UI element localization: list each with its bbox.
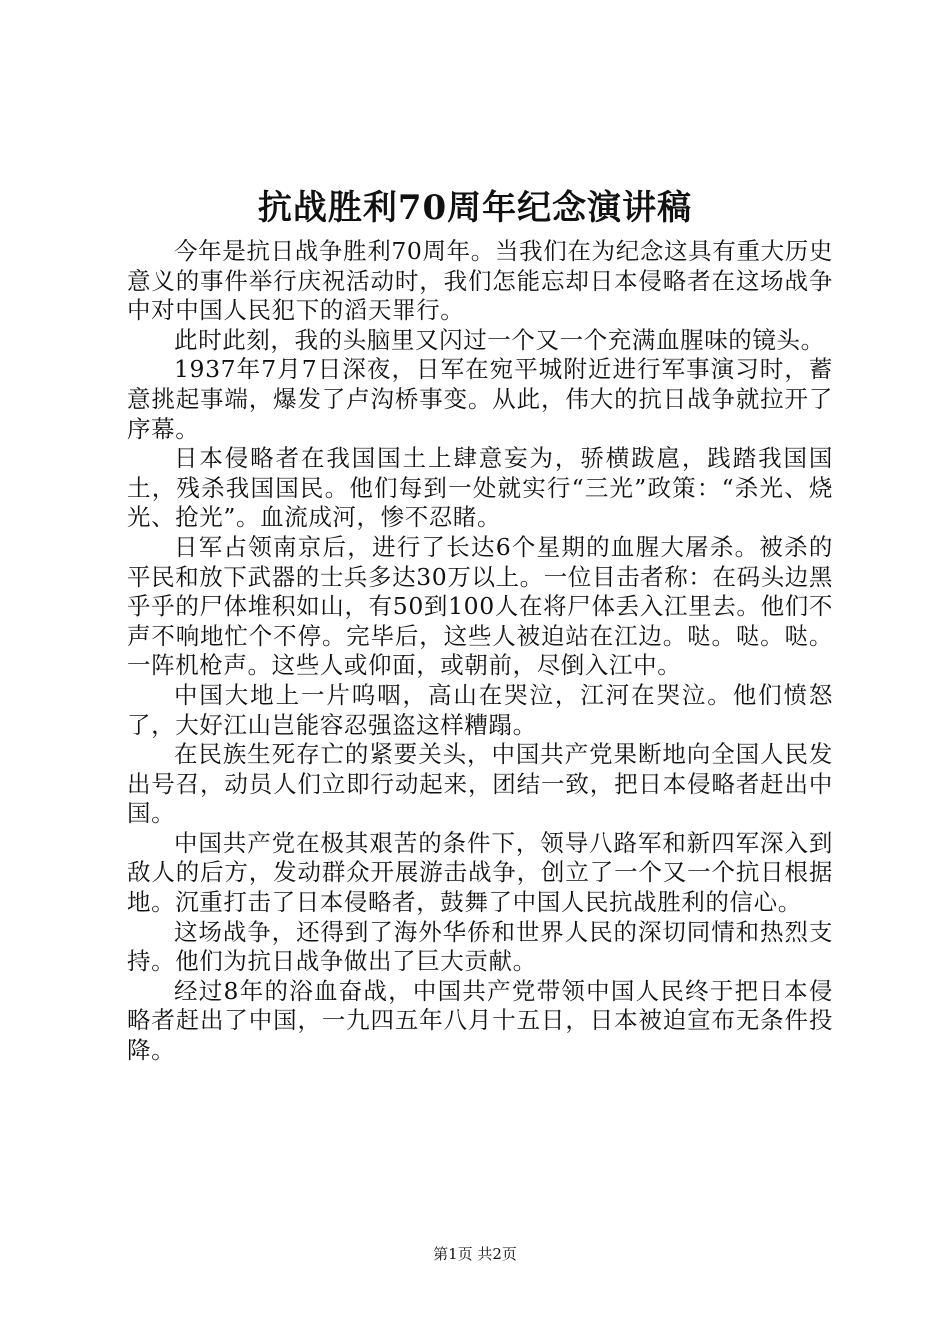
paragraph: 日军占领南京后，进行了长达6个星期的血腥大屠杀。被杀的平民和放下武器的士兵多达30万以上。一位目击者称：在码头边黑乎乎的尸体堆积如山，有50到100人在将尸体丢入江里去。他们不声不响地忙个不停。完毕后，这些人被迫站在江边。哒。哒。哒。一阵机枪声。这些人或仰面，或朝前，尽倒入江中。 bbox=[127, 532, 833, 680]
paragraph: 中国大地上一片呜咽，高山在哭泣，江河在哭泣。他们愤怒了，大好江山岂能容忍强盗这样糟蹋。 bbox=[127, 680, 833, 739]
document-title: 抗战胜利70周年纪念演讲稿 bbox=[257, 188, 693, 228]
paragraph: 中国共产党在极其艰苦的条件下，领导八路军和新四军深入到敌人的后方，发动群众开展游击战争，创立了一个又一个抗日根据地。沉重打击了日本侵略者，鼓舞了中国人民抗战胜利的信心。 bbox=[127, 828, 833, 917]
paragraph: 日本侵略者在我国国土上肆意妄为，骄横跋扈，践踏我国国土，残杀我国国民。他们每到一处就实行“三光”政策：“杀光、烧光、抢光”。血流成河，惨不忍睹。 bbox=[127, 444, 833, 532]
paragraph: 经过8年的浴血奋战，中国共产党带领中国人民终于把日本侵略者赶出了中国，一九四五年八月十五日，日本被迫宣布无条件投降。 bbox=[127, 976, 833, 1065]
page-footer: 第1页 共2页 bbox=[433, 1245, 517, 1263]
paragraph: 这场战争，还得到了海外华侨和世界人民的深切同情和热烈支持。他们为抗日战争做出了巨大贡献。 bbox=[127, 917, 833, 976]
paragraph: 1937年7月7日深夜，日军在宛平城附近进行军事演习时，蓄意挑起事端，爆发了卢沟桥事变。从此，伟大的抗日战争就拉开了序幕。 bbox=[127, 355, 833, 443]
paragraph: 今年是抗日战争胜利70周年。当我们在为纪念这具有重大历史意义的事件举行庆祝活动时，我们怎能忘却日本侵略者在这场战争中对中国人民犯下的滔天罪行。 bbox=[127, 237, 833, 325]
document-body bbox=[127, 237, 833, 1066]
paragraph: 此时此刻，我的头脑里又闪过一个又一个充满血腥味的镜头。 bbox=[174, 325, 825, 354]
paragraph: 在民族生死存亡的紧要关头，中国共产党果断地向全国人民发出号召，动员人们立即行动起来，团结一致，把日本侵略者赶出中国。 bbox=[127, 740, 833, 828]
